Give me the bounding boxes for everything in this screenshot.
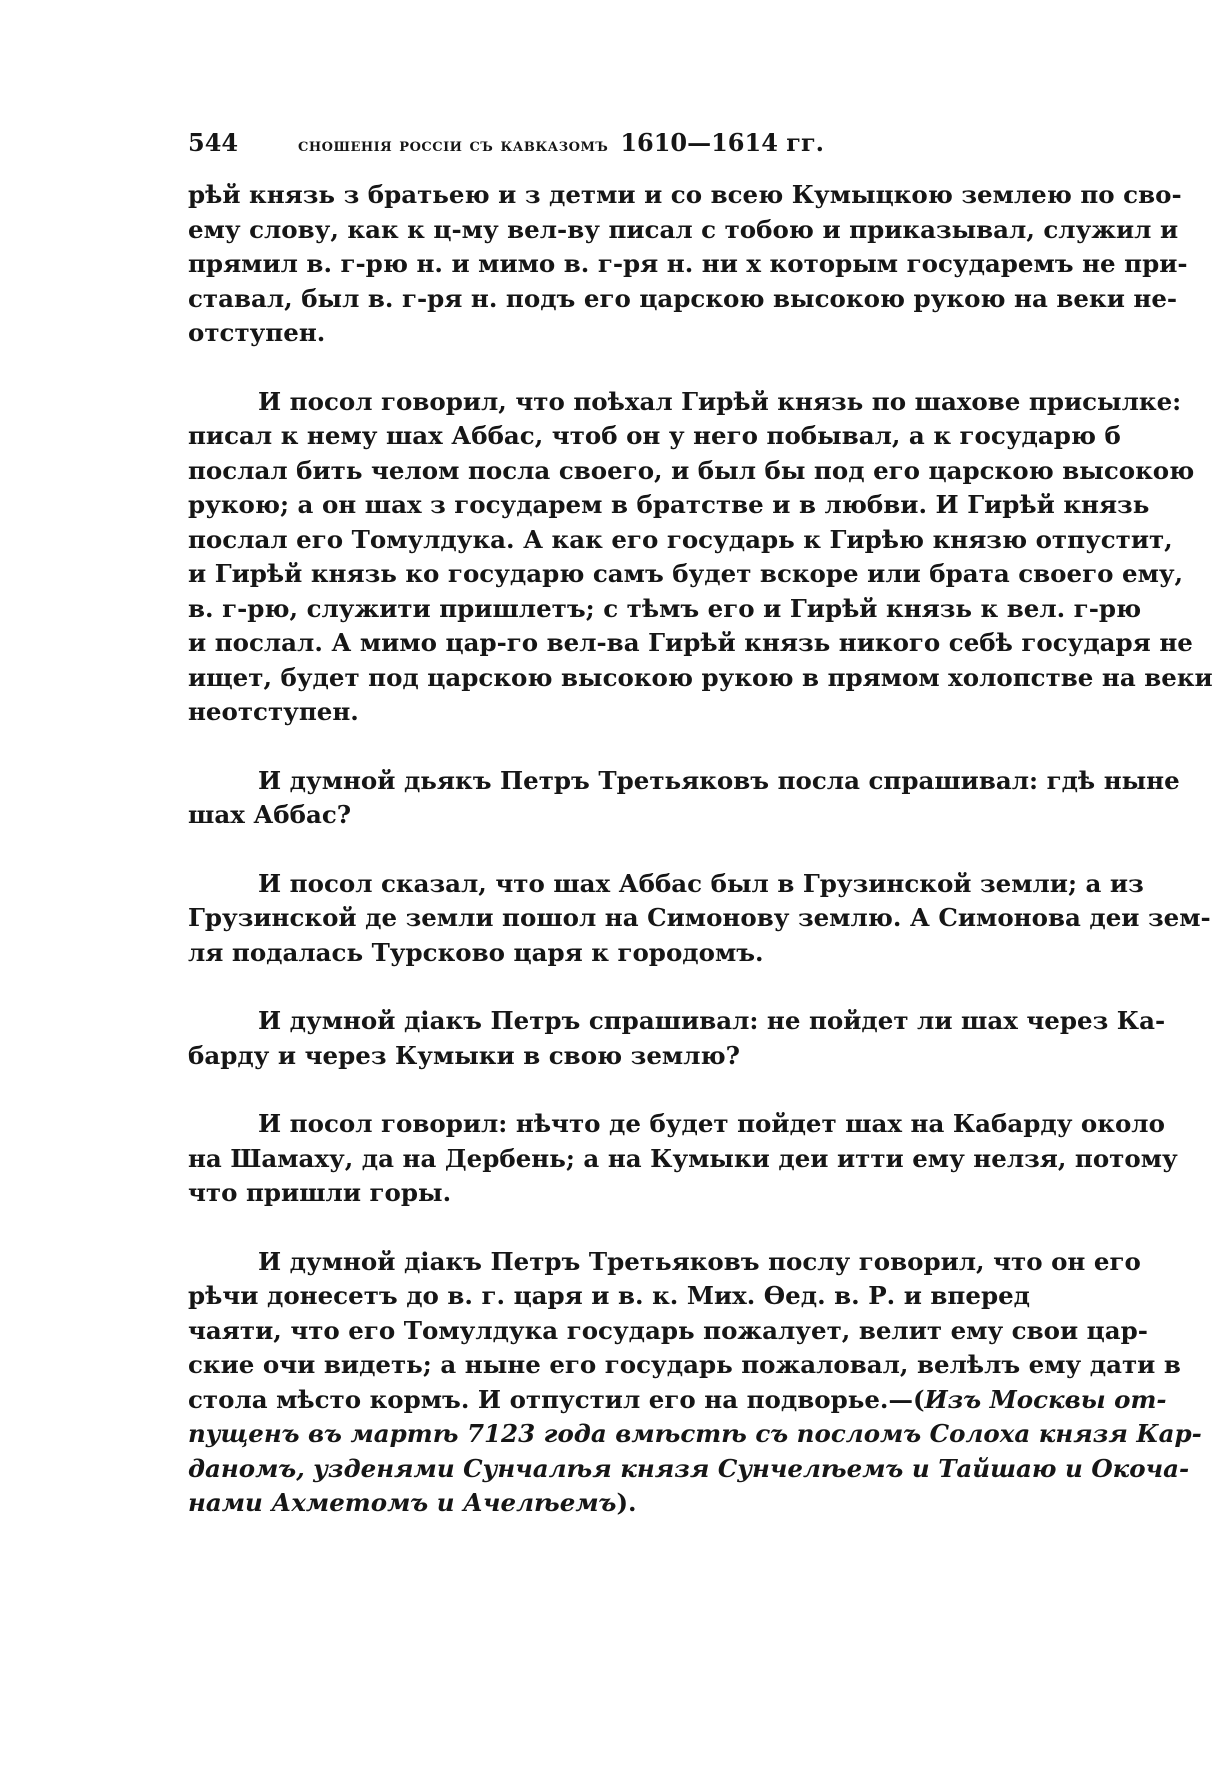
text-line: ля подалась Турсково царя к городомъ.: [188, 937, 764, 967]
text-line: И думной дьякъ Петръ Третьяковъ посла спрашивал: гдѣ ныне: [258, 765, 1180, 795]
text-line: И посол сказал, что шах Аббас был в Грузинской земли; а из: [258, 868, 1144, 898]
book-page: [188, 128, 1213, 1555]
italic-note: нами Ахметомъ и Ачелѣемъ: [188, 1488, 617, 1517]
text-line: отступен.: [188, 318, 326, 347]
italic-note-line: даномъ, узденями Сунчалѣя князя Сунчелѣемъ и Тайшаю и Окоча-: [188, 1453, 1190, 1483]
running-title: сношенія россіи съ кавказомъ: [298, 134, 609, 156]
text-line: и послал. А мимо цар-го вел-ва Гирѣй князь никого себѣ государя не: [188, 628, 1193, 657]
paragraph-4: [188, 867, 1211, 971]
text-line: И посол говорил: нѣчто де будет пойдет шах на Кабарду около: [258, 1109, 1165, 1138]
text-line: ему слову, как к ц-му вел-ву писал с тобою и приказывал, служил и: [188, 214, 1179, 244]
text-line: рѣй князь з братьею и з детми и со всею Кумыцкою землею по сво-: [188, 180, 1182, 209]
text-line: чаяти, что его Томулдука государь пожалует, велит ему свои цар-: [188, 1315, 1148, 1345]
text-line: И думной діакъ Петръ спрашивал: не пойдет ли шах через Ка-: [258, 1006, 1166, 1035]
text-line: в. г-рю, служити пришлетъ; с тѣмъ его и Гирѣй князь к вел. г-рю: [188, 593, 1142, 623]
paragraph-2: [188, 385, 1213, 730]
running-header: [188, 128, 1030, 168]
text-line: на Шамаху, да на Дербень; а на Кумыки деи итти ему нелзя, потому: [188, 1143, 1178, 1173]
paragraph-6: [188, 1107, 1178, 1211]
paragraph-7: [188, 1245, 1202, 1521]
text-line: барду и через Кумыки в свою землю?: [188, 1040, 740, 1070]
text-line: что пришли горы.: [188, 1178, 452, 1207]
text-line: послал бить челом посла своего, и был бы под его царскою высокою: [188, 455, 1195, 485]
italic-note: Изъ Москвы от-: [924, 1384, 1167, 1414]
text-line: И посол говорил, что поѣхал Гирѣй князь по шахове присылке:: [258, 386, 1182, 416]
text-line: рукою; а он шах з государем в братстве и в любви. И Гирѣй князь: [188, 490, 1150, 519]
text-line: и Гирѣй князь ко государю самъ будет вскоре или брата своего ему,: [188, 559, 1184, 588]
text-line: рѣчи донесетъ до в. г. царя и в. к. Мих. Ѳед. в. Р. и вперед: [188, 1281, 1030, 1310]
text-line: прямил в. г-рю н. и мимо в. г-ря н. ни х которым государемъ не при-: [188, 249, 1188, 278]
page-number: 544: [188, 128, 239, 157]
text-line: послал его Томулдука. А как его государь к Гирѣю князю отпустит,: [188, 524, 1173, 554]
text-segment: ).: [616, 1488, 637, 1517]
text-line: писал к нему шах Аббас, чтоб он у него побывал, а к государю б: [188, 421, 1121, 450]
text-segment: стола мѣсто кормъ. И отпустил его на подворье.—(: [188, 1384, 925, 1414]
italic-note-line: пущенъ въ мартѣ 7123 года вмѣстѣ съ посломъ Солоха князя Кар-: [188, 1419, 1202, 1448]
text-line: шах Аббас?: [188, 800, 352, 829]
text-line: Грузинской де земли пошол на Симонову землю. А Симонова деи зем-: [188, 903, 1211, 932]
text-line: ские очи видеть; а ныне его государь пожаловал, велѣлъ ему дати в: [188, 1350, 1181, 1379]
running-years: 1610—1614 гг.: [620, 128, 825, 157]
text-line: [188, 1383, 1167, 1418]
text-line: ищет, будет под царскою высокою рукою в прямом холопстве на веки: [188, 662, 1213, 692]
paragraph-1: [188, 178, 1188, 351]
paragraph-3: [188, 764, 1180, 833]
paragraph-5: [188, 1004, 1166, 1073]
text-line: [188, 1486, 1030, 1521]
text-line: ставал, был в. г-ря н. подъ его царскою высокою рукою на веки не-: [188, 283, 1178, 313]
text-line: неотступен.: [188, 697, 359, 726]
text-line: И думной діакъ Петръ Третьяковъ послу говорил, что он его: [258, 1246, 1141, 1276]
